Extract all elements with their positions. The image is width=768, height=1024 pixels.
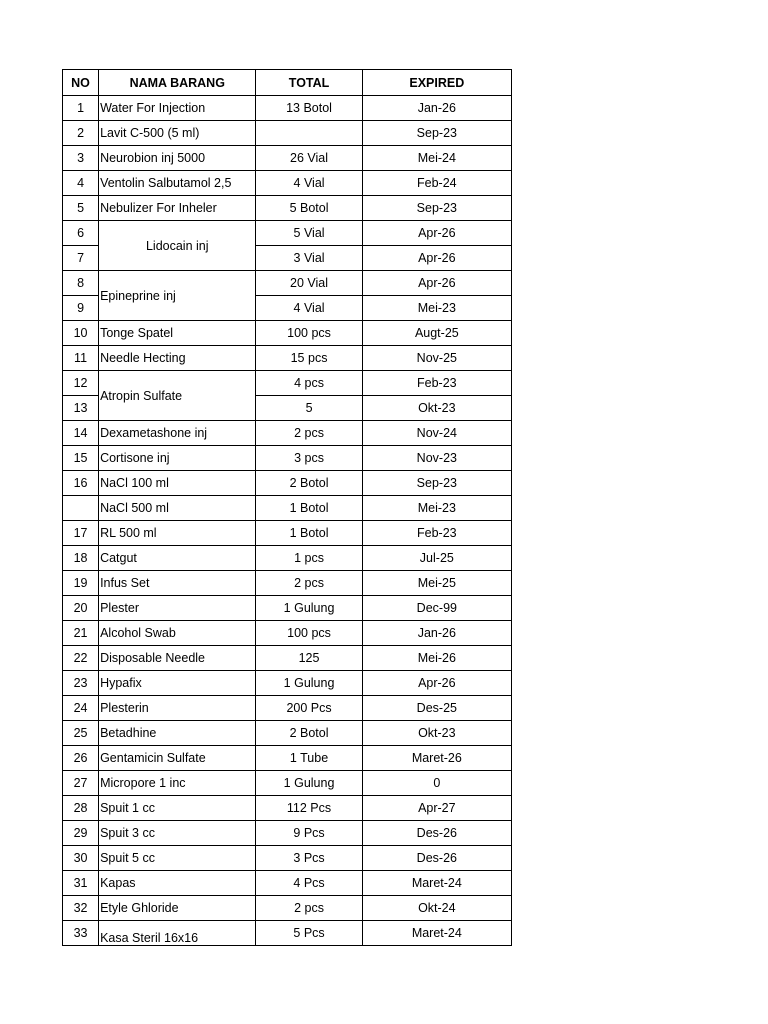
cell-no: 25: [63, 721, 99, 746]
cell-no: 15: [63, 446, 99, 471]
table-row: [63, 146, 512, 171]
cell-no: 12: [63, 371, 99, 396]
cell-expired: Sep-23: [362, 471, 511, 496]
table-row: [63, 346, 512, 371]
table-row: [63, 646, 512, 671]
cell-name: Cortisone inj: [99, 446, 256, 471]
cell-no: 23: [63, 671, 99, 696]
cell-name: Etyle Ghloride: [99, 896, 256, 921]
cell-total: 1 Gulung: [256, 671, 362, 696]
cell-no: 1: [63, 96, 99, 121]
cell-expired: Apr-26: [362, 246, 511, 271]
cell-name: Spuit 5 cc: [99, 846, 256, 871]
cell-total: 1 Gulung: [256, 771, 362, 796]
cell-name: Water For Injection: [99, 96, 256, 121]
table-row: [63, 621, 512, 646]
cell-total: 5: [256, 396, 362, 421]
cell-total: 4 Pcs: [256, 871, 362, 896]
cell-expired: Feb-23: [362, 521, 511, 546]
table-row: [63, 721, 512, 746]
table-row: [63, 846, 512, 871]
cell-total: 3 Vial: [256, 246, 362, 271]
cell-expired: Mei-24: [362, 146, 511, 171]
cell-name: Spuit 3 cc: [99, 821, 256, 846]
cell-expired: Dec-99: [362, 596, 511, 621]
cell-name: NaCl 100 ml: [99, 471, 256, 496]
header-total: TOTAL: [256, 70, 362, 96]
cell-expired: Sep-23: [362, 196, 511, 221]
table-row: [63, 796, 512, 821]
cell-total: 1 Botol: [256, 521, 362, 546]
table-row: [63, 571, 512, 596]
cell-expired: Maret-24: [362, 871, 511, 896]
cell-no: 32: [63, 896, 99, 921]
header-expired: EXPIRED: [362, 70, 511, 96]
cell-expired: Augt-25: [362, 321, 511, 346]
cell-no: 28: [63, 796, 99, 821]
cell-expired: Des-26: [362, 821, 511, 846]
cell-no: 31: [63, 871, 99, 896]
table-row: [63, 546, 512, 571]
table-row: [63, 421, 512, 446]
cell-no: 14: [63, 421, 99, 446]
cell-name: Plester: [99, 596, 256, 621]
cell-no: 9: [63, 296, 99, 321]
cell-expired: Jan-26: [362, 96, 511, 121]
cell-no: 33: [63, 921, 99, 946]
cell-total: 20 Vial: [256, 271, 362, 296]
cell-total: 1 pcs: [256, 546, 362, 571]
header-row: [63, 70, 512, 96]
cell-name: NaCl 500 ml: [99, 496, 256, 521]
table-row: [63, 896, 512, 921]
cell-expired: Apr-26: [362, 221, 511, 246]
cell-no: 18: [63, 546, 99, 571]
cell-expired: Okt-24: [362, 896, 511, 921]
cell-expired: Feb-24: [362, 171, 511, 196]
cell-total: 100 pcs: [256, 321, 362, 346]
cell-no: 29: [63, 821, 99, 846]
cell-expired: Sep-23: [362, 121, 511, 146]
cell-name: Atropin Sulfate: [99, 371, 256, 421]
cell-name: Micropore 1 inc: [99, 771, 256, 796]
cell-no: 2: [63, 121, 99, 146]
cell-name: Infus Set: [99, 571, 256, 596]
cell-total: [256, 121, 362, 146]
table-row: [63, 696, 512, 721]
header-name: NAMA BARANG: [99, 70, 256, 96]
cell-expired: Jan-26: [362, 621, 511, 646]
table-row: [63, 471, 512, 496]
cell-no: 11: [63, 346, 99, 371]
cell-expired: Apr-26: [362, 271, 511, 296]
table-row: [63, 596, 512, 621]
cell-no: 3: [63, 146, 99, 171]
cell-expired: Nov-24: [362, 421, 511, 446]
cell-name: Lavit C-500 (5 ml): [99, 121, 256, 146]
cell-expired: Nov-23: [362, 446, 511, 471]
cell-total: 4 Vial: [256, 296, 362, 321]
cell-total: 2 Botol: [256, 471, 362, 496]
cell-name: Alcohol Swab: [99, 621, 256, 646]
cell-no: 10: [63, 321, 99, 346]
table-row: [63, 196, 512, 221]
cell-expired: Jul-25: [362, 546, 511, 571]
cell-expired: Mei-25: [362, 571, 511, 596]
cell-name: Gentamicin Sulfate: [99, 746, 256, 771]
cell-name: Tonge Spatel: [99, 321, 256, 346]
cell-name: Spuit 1 cc: [99, 796, 256, 821]
cell-total: 125: [256, 646, 362, 671]
cell-expired: Apr-27: [362, 796, 511, 821]
cell-no: [63, 496, 99, 521]
cell-name: RL 500 ml: [99, 521, 256, 546]
table-row: [63, 446, 512, 471]
cell-name: Nebulizer For Inheler: [99, 196, 256, 221]
cell-name: Neurobion inj 5000: [99, 146, 256, 171]
table-row: [63, 746, 512, 771]
cell-name: Lidocain inj: [99, 221, 256, 271]
cell-no: 8: [63, 271, 99, 296]
cell-total: 5 Botol: [256, 196, 362, 221]
cell-no: 16: [63, 471, 99, 496]
cell-no: 13: [63, 396, 99, 421]
cell-total: 2 pcs: [256, 421, 362, 446]
table-body: [63, 96, 512, 946]
cell-no: 17: [63, 521, 99, 546]
cell-no: 22: [63, 646, 99, 671]
cell-expired: Mei-26: [362, 646, 511, 671]
cell-name: Dexametashone inj: [99, 421, 256, 446]
cell-expired: Mei-23: [362, 296, 511, 321]
cell-total: 2 pcs: [256, 896, 362, 921]
cell-total: 5 Vial: [256, 221, 362, 246]
cell-total: 9 Pcs: [256, 821, 362, 846]
cell-no: 19: [63, 571, 99, 596]
cell-name: Needle Hecting: [99, 346, 256, 371]
cell-no: 4: [63, 171, 99, 196]
cell-expired: Okt-23: [362, 396, 511, 421]
cell-total: 13 Botol: [256, 96, 362, 121]
cell-total: 1 Gulung: [256, 596, 362, 621]
cell-total: 3 Pcs: [256, 846, 362, 871]
table-row: [63, 221, 512, 246]
cell-no: 7: [63, 246, 99, 271]
cell-no: 21: [63, 621, 99, 646]
cell-total: 200 Pcs: [256, 696, 362, 721]
table-row: [63, 271, 512, 296]
header-no: NO: [63, 70, 99, 96]
cell-total: 3 pcs: [256, 446, 362, 471]
cell-expired: Maret-24: [362, 921, 511, 946]
cell-expired: Apr-26: [362, 671, 511, 696]
cell-no: 30: [63, 846, 99, 871]
cell-expired: 0: [362, 771, 511, 796]
cell-total: 100 pcs: [256, 621, 362, 646]
cell-name: Hypafix: [99, 671, 256, 696]
table-row: [63, 121, 512, 146]
inventory-sheet: [62, 69, 512, 951]
table-row: [63, 921, 512, 946]
cell-no: 27: [63, 771, 99, 796]
cell-name: Epineprine inj: [99, 271, 256, 321]
table-row: [63, 521, 512, 546]
cell-expired: Des-26: [362, 846, 511, 871]
cell-expired: Okt-23: [362, 721, 511, 746]
cell-name: Ventolin Salbutamol 2,5: [99, 171, 256, 196]
cell-no: 5: [63, 196, 99, 221]
cell-no: 6: [63, 221, 99, 246]
cell-total: 112 Pcs: [256, 796, 362, 821]
cell-name: Plesterin: [99, 696, 256, 721]
cell-no: 20: [63, 596, 99, 621]
cell-name: Betadhine: [99, 721, 256, 746]
table-row: [63, 671, 512, 696]
table-row: [63, 496, 512, 521]
inventory-table: [62, 69, 512, 946]
cell-total: 1 Tube: [256, 746, 362, 771]
cell-total: 2 pcs: [256, 571, 362, 596]
table-row: [63, 821, 512, 846]
cell-no: 24: [63, 696, 99, 721]
table-row: [63, 96, 512, 121]
cell-total: 4 pcs: [256, 371, 362, 396]
cell-name: Kapas: [99, 871, 256, 896]
cell-expired: Nov-25: [362, 346, 511, 371]
cell-name: Catgut: [99, 546, 256, 571]
cell-name: Kasa Steril 16x16: [99, 921, 256, 946]
cell-expired: Feb-23: [362, 371, 511, 396]
cell-total: 5 Pcs: [256, 921, 362, 946]
table-row: [63, 171, 512, 196]
cell-total: 1 Botol: [256, 496, 362, 521]
cell-expired: Des-25: [362, 696, 511, 721]
table-row: [63, 371, 512, 396]
cell-name: Disposable Needle: [99, 646, 256, 671]
cell-expired: Maret-26: [362, 746, 511, 771]
cell-no: 26: [63, 746, 99, 771]
table-row: [63, 321, 512, 346]
cell-total: 15 pcs: [256, 346, 362, 371]
table-row: [63, 871, 512, 896]
table-row: [63, 771, 512, 796]
cell-total: 26 Vial: [256, 146, 362, 171]
cell-total: 4 Vial: [256, 171, 362, 196]
cell-expired: Mei-23: [362, 496, 511, 521]
cell-total: 2 Botol: [256, 721, 362, 746]
